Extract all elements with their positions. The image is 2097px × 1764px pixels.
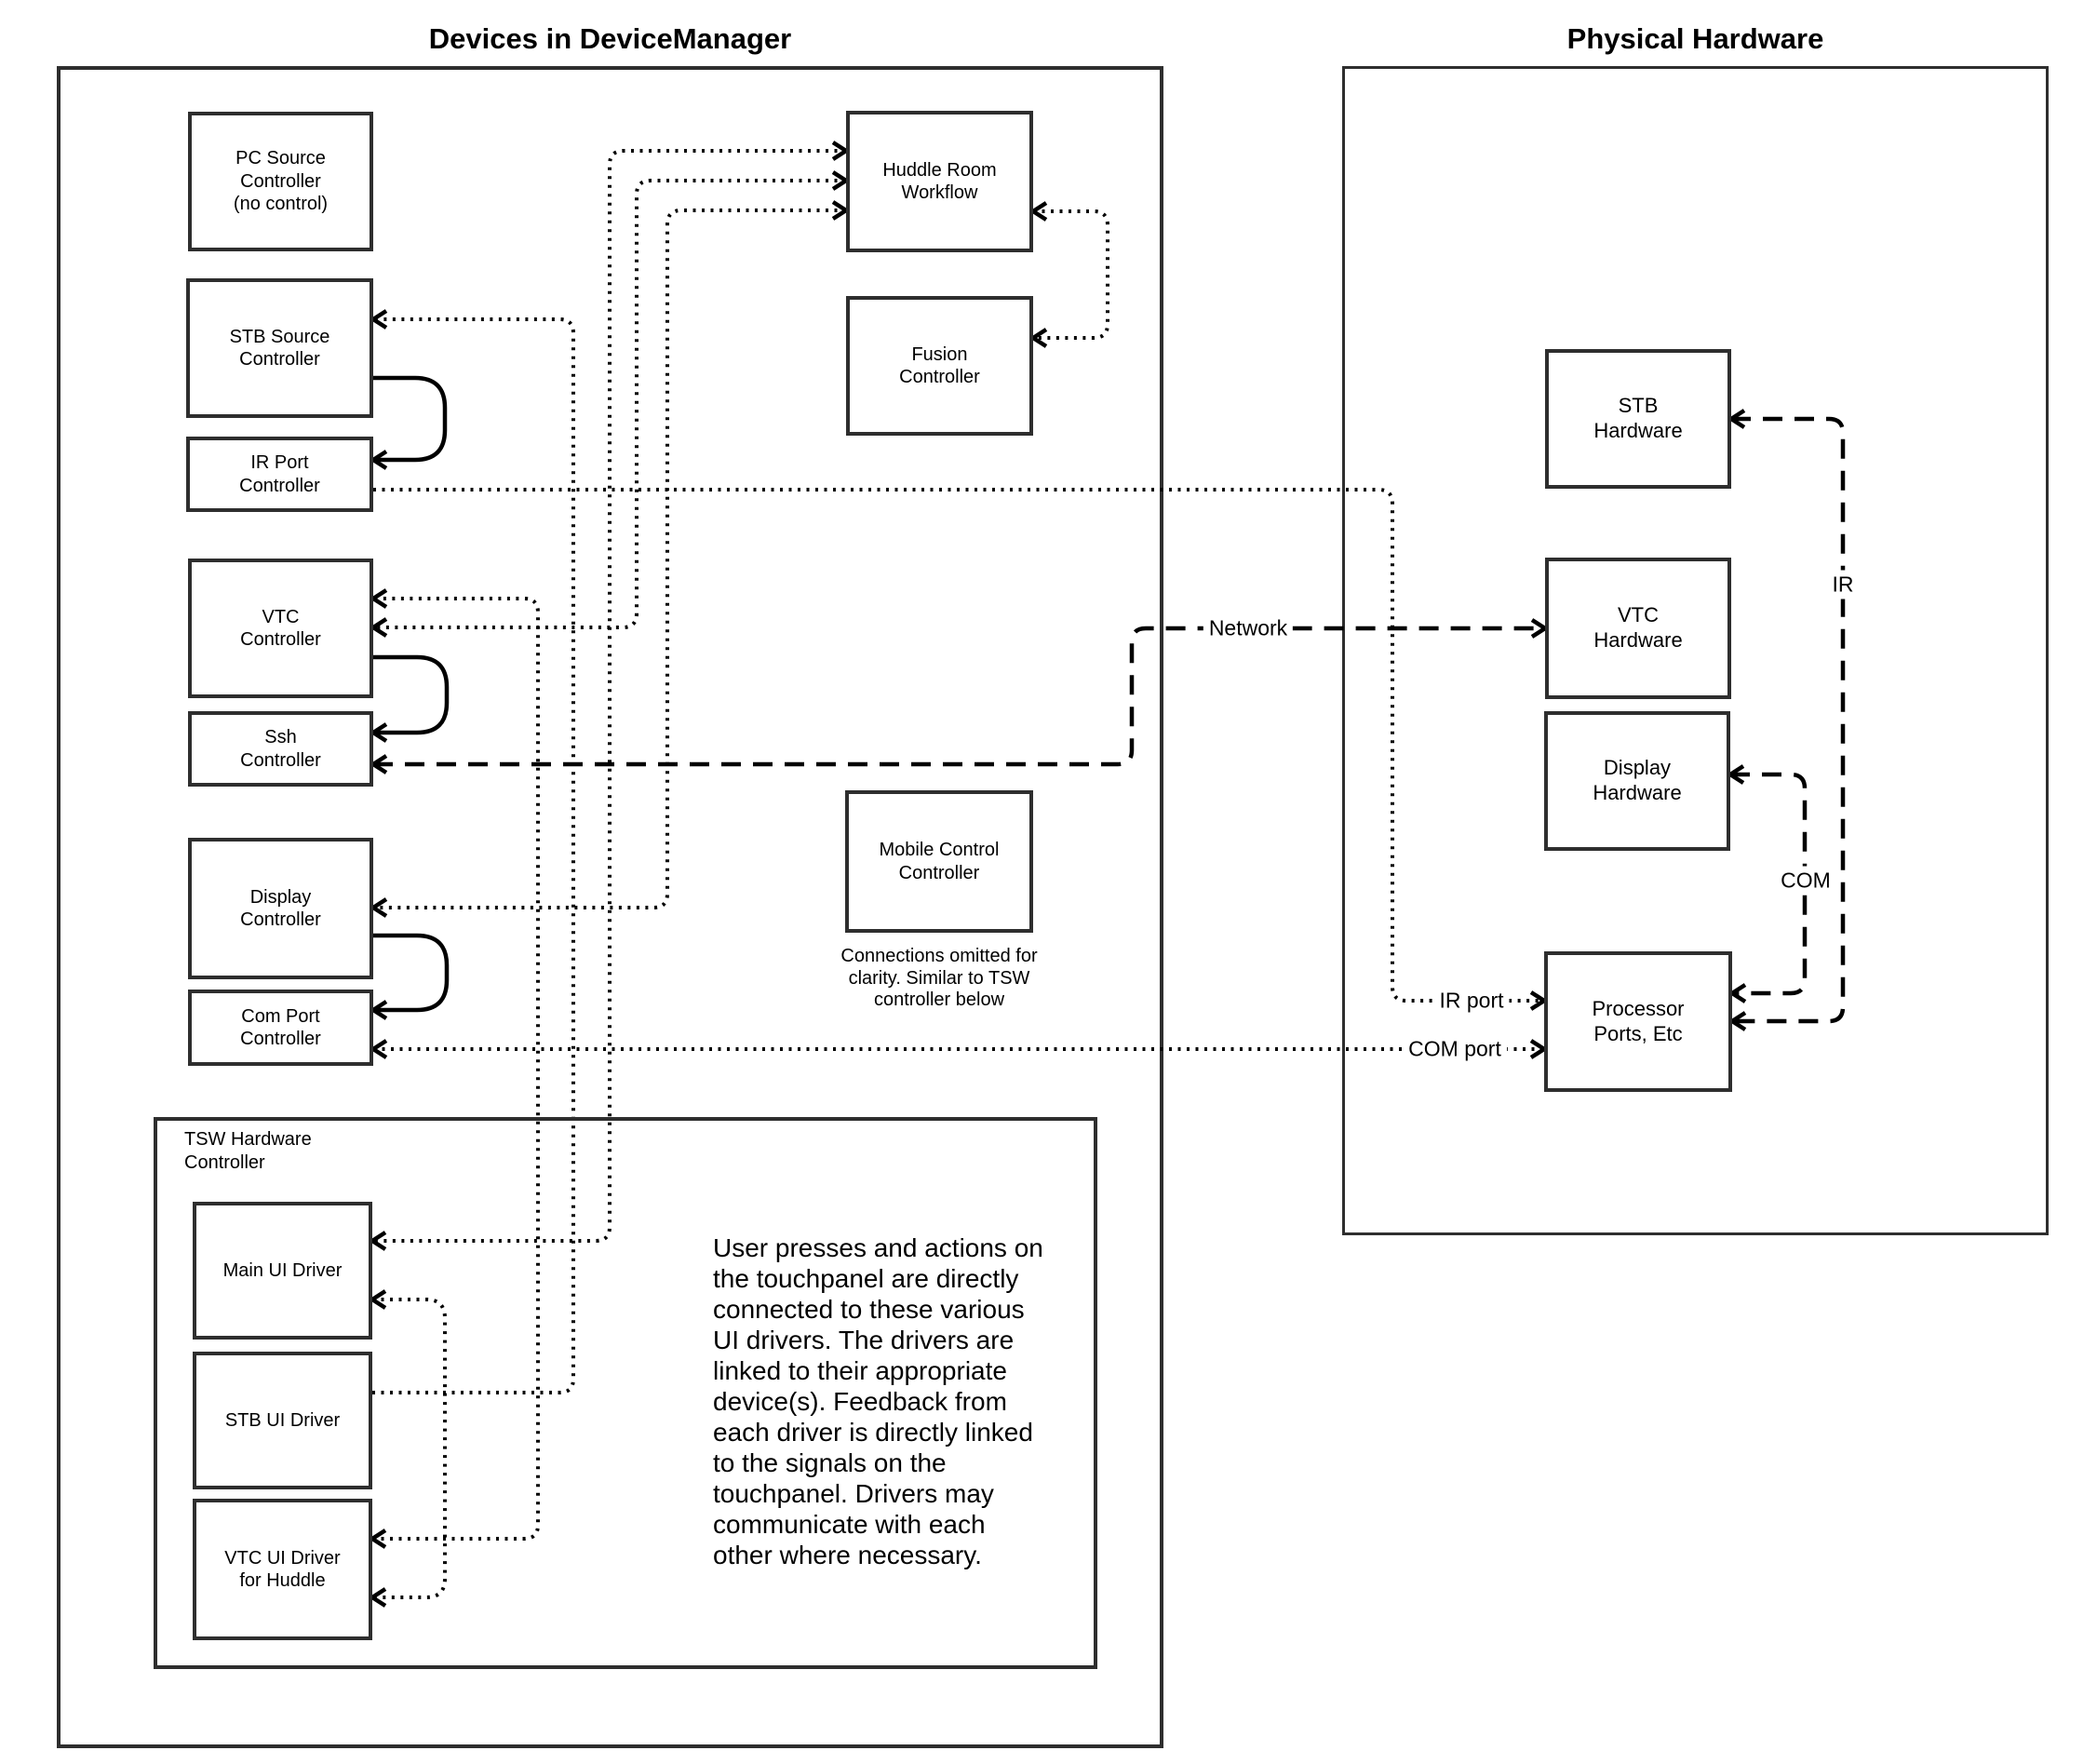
huddle-room-workflow-box: Huddle Room Workflow (846, 111, 1033, 252)
ssh-controller-box: Ssh Controller (188, 711, 373, 787)
processor-ports-box: Processor Ports, Etc (1544, 951, 1732, 1092)
com-port-controller-box: Com Port Controller (188, 990, 373, 1066)
connector-stbsource-irport (373, 378, 445, 460)
vtc-hardware-box: VTC Hardware (1545, 558, 1731, 699)
ir-wire-label: IR (1827, 571, 1860, 599)
vtc-ui-driver-box: VTC UI Driver for Huddle (193, 1499, 372, 1640)
connector-ir (1731, 419, 1843, 1021)
physical-section-title: Physical Hardware (1566, 22, 1824, 55)
stb-source-controller-box: STB Source Controller (186, 278, 373, 418)
solid-connector-group (373, 378, 447, 1010)
network-wire-label: Network (1203, 614, 1293, 643)
connector-network (373, 628, 1545, 764)
tsw-frame-label: TSW Hardware Controller (184, 1129, 312, 1173)
mobile-control-controller-box: Mobile Control Controller (845, 790, 1033, 933)
tsw-description-text: User presses and actions on the touchpanel are directly connected to these various UI drivers. The drivers are linked to their appropriate device(s). Feedback from each driver is directly linked to the signals on the touchpanel. Drivers may communicate with each other where necessary. (713, 1233, 1043, 1569)
ir-port-controller-box: IR Port Controller (186, 437, 373, 512)
devices-section-title: Devices in DeviceManager (428, 22, 792, 55)
vtc-controller-box: VTC Controller (188, 559, 373, 698)
display-controller-box: Display Controller (188, 838, 373, 979)
ir-port-wire-label: IR port (1433, 987, 1509, 1016)
connector-huddle-mainui (372, 151, 846, 1241)
stb-hardware-box: STB Hardware (1545, 349, 1731, 489)
pc-source-controller-box: PC Source Controller (no control) (188, 112, 373, 251)
mobile-control-note: Connections omitted for clarity. Similar to TSW controller below (840, 946, 1038, 1011)
com-wire-label: COM (1775, 867, 1836, 895)
stb-ui-driver-box: STB UI Driver (193, 1352, 372, 1489)
com-port-wire-label: COM port (1403, 1035, 1507, 1064)
display-hardware-box: Display Hardware (1544, 711, 1730, 851)
connector-display-comport (373, 936, 447, 1010)
connector-vtc-ssh (373, 657, 447, 733)
main-ui-driver-box: Main UI Driver (193, 1202, 372, 1340)
connector-huddle-fusion (1033, 211, 1108, 338)
fusion-controller-box: Fusion Controller (846, 296, 1033, 436)
